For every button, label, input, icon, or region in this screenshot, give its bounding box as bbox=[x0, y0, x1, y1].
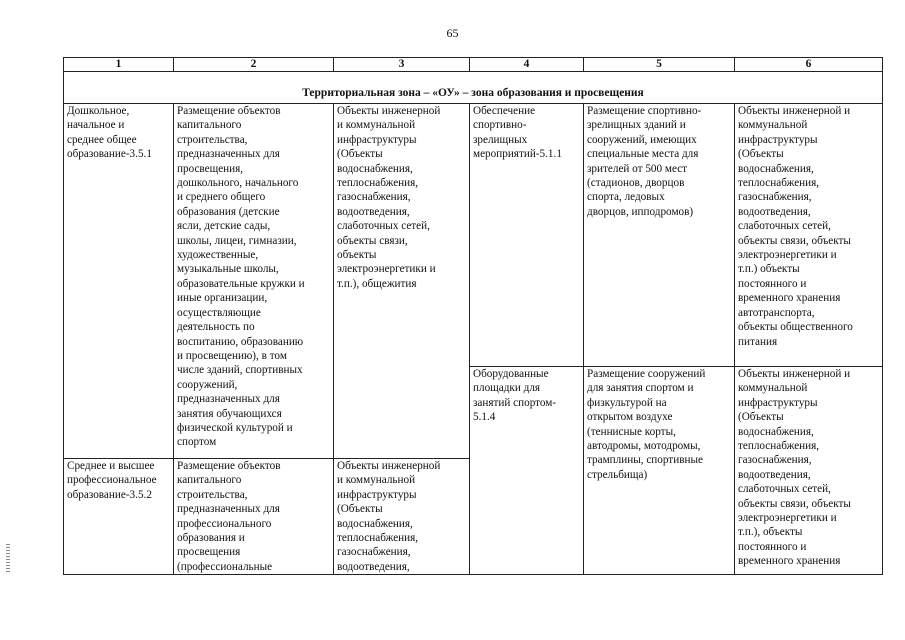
zone-title-row bbox=[64, 72, 883, 104]
conditional-auxiliary-uses: Объекты инженерной и коммунальной инфраструктуры (Объекты водоснабжения, теплоснабжения, газоснабжения, водоотведения, слаботочных сетей, объекты связи, объекты электроэнергетики и т.п.), объекты постоянного и временного хранения bbox=[735, 367, 883, 575]
column-header: 3 bbox=[334, 58, 470, 72]
column-header: 4 bbox=[470, 58, 584, 72]
auxiliary-uses: Объекты инженерной и коммунальной инфраструктуры (Объекты водоснабжения, теплоснабжения, газоснабжения, водоотведения, bbox=[334, 459, 470, 575]
land-use-type: Дошкольное, начальное и среднее общее образование-3.5.1 bbox=[64, 104, 174, 459]
column-header: 6 bbox=[735, 58, 883, 72]
table-header-row bbox=[64, 58, 883, 72]
table-row bbox=[64, 104, 883, 367]
page-number: 65 bbox=[446, 26, 459, 40]
conditional-use-description: Размещение спортивно- зрелищных зданий и сооружений, имеющих специальные места для зрителей от 500 мест (стадионов, дворцов спорта, ледовых дворцов, ипподромов) bbox=[584, 104, 735, 367]
conditional-use-type: Оборудованные площадки для занятий спортом- 5.1.4 bbox=[470, 367, 584, 575]
column-header: 2 bbox=[174, 58, 334, 72]
auxiliary-uses: Объекты инженерной и коммунальной инфраструктуры (Объекты водоснабжения, теплоснабжения, газоснабжения, водоотведения, слаботочных сетей, объекты связи, объекты электроэнергетики и т.п.), общежития bbox=[334, 104, 470, 459]
zone-title: Территориальная зона – «ОУ» – зона образования и просвещения bbox=[64, 72, 883, 104]
scan-margin-mark bbox=[6, 544, 10, 574]
land-use-type: Среднее и высшее профессиональное образование-3.5.2 bbox=[64, 459, 174, 575]
land-use-description: Размещение объектов капитального строительства, предназначенных для просвещения, дошкольного, начального и среднего общего образования (детские ясли, детские сады, школы, лицеи, гимназии, художественные, музыкальные школы, образовательные кружки и иные организации, осуществляющие деятельность по воспитанию, образованию и просвещению), в том числе зданий, спортивных сооружений, предназначенных для занятия обучающихся физической культурой и спортом bbox=[174, 104, 334, 459]
conditional-use-description: Размещение сооружений для занятия спортом и физкультурой на открытом воздухе (теннисные корты, автодромы, мотодромы, трамплины, спортивные стрельбища) bbox=[584, 367, 735, 575]
land-use-description: Размещение объектов капитального строительства, предназначенных для профессионального образования и просвещения (профессиональные bbox=[174, 459, 334, 575]
conditional-auxiliary-uses: Объекты инженерной и коммунальной инфраструктуры (Объекты водоснабжения, теплоснабжения, газоснабжения, водоотведения, слаботочных сетей, объекты связи, объекты электроэнергетики и т.п.) объекты постоянного и временного хранения автотранспорта, объекты общественного питания bbox=[735, 104, 883, 367]
column-header: 5 bbox=[584, 58, 735, 72]
conditional-use-type: Обеспечение спортивно- зрелищных мероприятий-5.1.1 bbox=[470, 104, 584, 367]
zoning-table bbox=[63, 57, 883, 575]
column-header: 1 bbox=[64, 58, 174, 72]
